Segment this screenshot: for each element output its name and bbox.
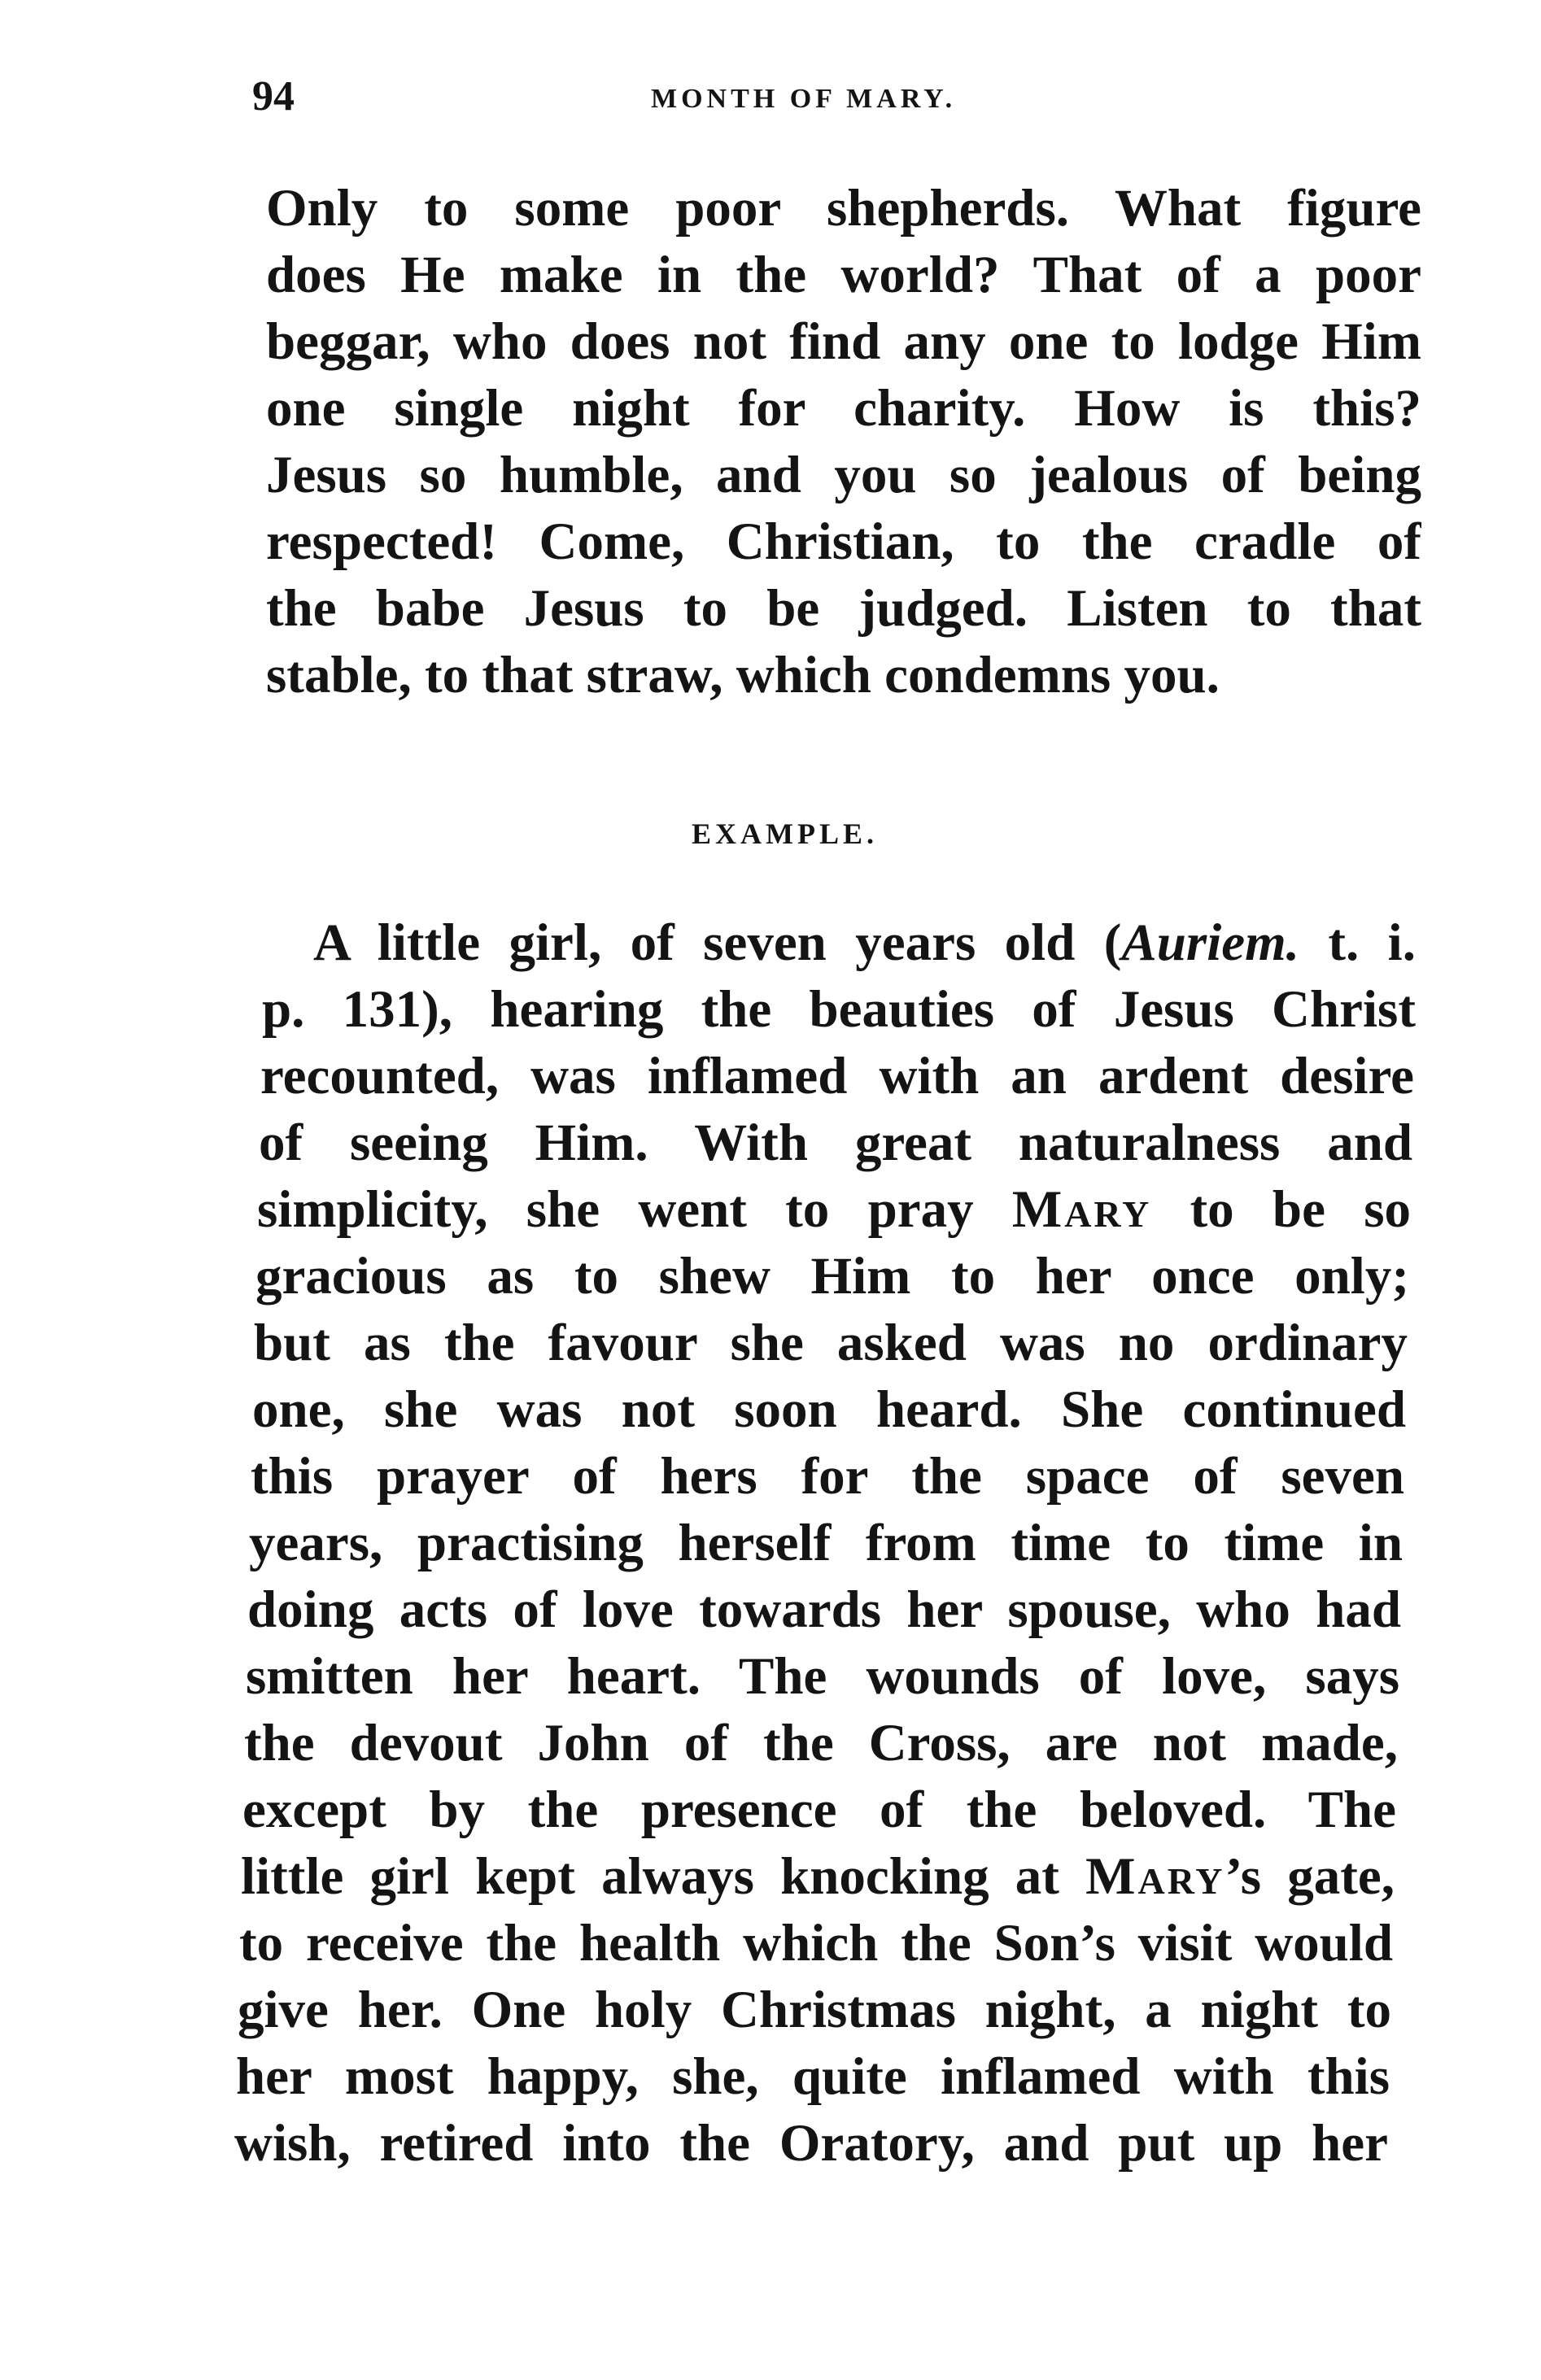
text-line: of seeing Him. With great naturalness and bbox=[259, 1114, 1412, 1172]
line-1-start: A little girl, of seven years old ( bbox=[313, 913, 1122, 972]
text-line: Jesus so humble, and you so jealous of being bbox=[266, 446, 1421, 504]
line-18-end: ’s gate, bbox=[1225, 1847, 1395, 1906]
text-line: wish, retired into the Oratory, and put up her bbox=[234, 2114, 1388, 2173]
text-line: gracious as to shew Him to her once only; bbox=[255, 1247, 1409, 1306]
text-line: but as the favour she asked was no ordinary bbox=[254, 1314, 1408, 1372]
text-line bbox=[313, 909, 1416, 976]
text-line: stable, to that straw, which condemns you. bbox=[266, 646, 1220, 704]
text-line: to receive the health which the Son’s visit would bbox=[239, 1914, 1393, 1972]
line-1-end: t. i. bbox=[1299, 913, 1416, 972]
text-line: one, she was not soon heard. She continued bbox=[252, 1380, 1406, 1439]
text-line: years, practising herself from time to time in bbox=[249, 1514, 1403, 1572]
text-line bbox=[241, 1843, 1395, 1910]
text-line: her most happy, she, quite inflamed with this bbox=[236, 2047, 1390, 2106]
text-line: respected! Come, Christian, to the cradle of bbox=[266, 512, 1421, 571]
line-18-start: little girl kept always knocking at bbox=[241, 1847, 1086, 1906]
section-heading-example: EXAMPLE. bbox=[692, 817, 878, 850]
text-line: except by the presence of the beloved. The bbox=[242, 1781, 1396, 1839]
text-line: this prayer of hers for the space of seven bbox=[251, 1447, 1404, 1506]
line-5-start: simplicity, she went to pray bbox=[257, 1180, 1012, 1239]
name-mary: Mary bbox=[1085, 1847, 1225, 1906]
page-number: 94 bbox=[252, 73, 295, 120]
text-line: doing acts of love towards her spouse, who had bbox=[247, 1580, 1401, 1639]
text-line: p. 131), hearing the beauties of Jesus Christ bbox=[262, 980, 1416, 1039]
text-line: the babe Jesus to be judged. Listen to that bbox=[266, 579, 1421, 638]
text-line: give her. One holy Christmas night, a night to bbox=[238, 1981, 1391, 2039]
line-5-end: to be so bbox=[1151, 1180, 1411, 1239]
text-line: beggar, who does not find any one to lodge Him bbox=[266, 312, 1421, 371]
running-title: MONTH OF MARY. bbox=[651, 84, 957, 114]
text-line bbox=[257, 1176, 1411, 1243]
text-line: the devout John of the Cross, are not made, bbox=[244, 1714, 1398, 1772]
text-line: recounted, was inflamed with an ardent desire bbox=[260, 1047, 1414, 1105]
citation-text: Auriem. bbox=[1121, 913, 1299, 972]
name-mary: Mary bbox=[1011, 1180, 1152, 1239]
text-line: does He make in the world? That of a poor bbox=[266, 246, 1421, 304]
running-head bbox=[252, 68, 1391, 125]
text-line: Only to some poor shepherds. What figure bbox=[266, 179, 1421, 238]
text-line: one single night for charity. How is this? bbox=[266, 379, 1421, 438]
text-line: smitten her heart. The wounds of love, says bbox=[246, 1647, 1399, 1706]
